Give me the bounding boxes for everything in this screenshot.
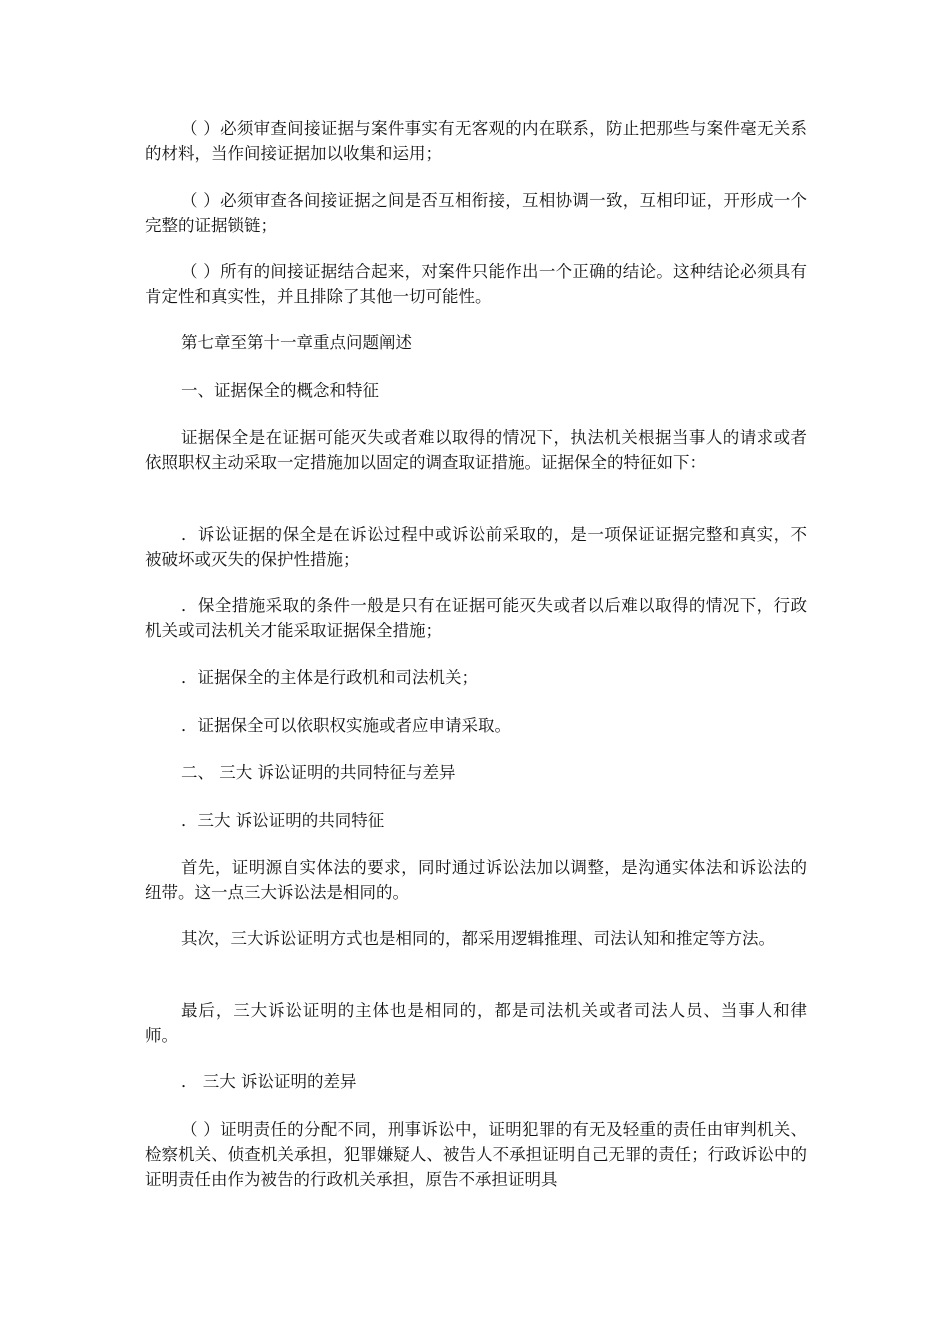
paragraph-last: 最后，三大诉讼证明的主体也是相同的，都是司法机关或者司法人员、当事人和律师。	[145, 1001, 807, 1045]
paragraph-3: （ ）所有的间接证据结合起来，对案件只能作出一个正确的结论。这种结论必须具有肯定性和真实性，并且排除了其他一切可能性。	[145, 262, 807, 306]
chapter-heading: 第七章至第十一章重点问题阐述	[181, 333, 412, 352]
list-item-2: ．保全措施采取的条件一般是只有在证据可能灭失或者以后难以取得的情况下，行政机关或司法机关才能采取证据保全措施；	[145, 596, 807, 640]
list-item-4: ．证据保全可以依职权实施或者应申请采取。	[181, 716, 511, 735]
paragraph-2: （ ）必须审查各间接证据之间是否互相衔接，互相协调一致，互相印证，开形成一个完整的证据锁链；	[145, 191, 807, 235]
paragraph-1: （ ）必须审查间接证据与案件事实有无客观的内在联系，防止把那些与案件毫无关系的材料，当作间接证据加以收集和运用；	[145, 119, 807, 163]
paragraph-first: 首先，证明源自实体法的要求，同时通过诉讼法加以调整，是沟通实体法和诉讼法的纽带。这一点三大诉讼法是相同的。	[145, 858, 807, 902]
list-item-1: ．诉讼证据的保全是在诉讼过程中或诉讼前采取的，是一项保证证据完整和真实，不被破坏或灭失的保护性措施；	[145, 525, 807, 569]
paragraph-definition: 证据保全是在证据可能灭失或者难以取得的情况下，执法机关根据当事人的请求或者依照职权主动采取一定措施加以固定的调查取证措施。证据保全的特征如下：	[145, 428, 807, 472]
section-heading-2: 二、 三大 诉讼证明的共同特征与差异	[181, 763, 456, 782]
paragraph-second: 其次，三大诉讼证明方式也是相同的，都采用逻辑推理、司法认知和推定等方法。	[181, 929, 775, 948]
section-heading-1: 一、证据保全的概念和特征	[181, 381, 379, 400]
subsection-heading-1: ．三大 诉讼证明的共同特征	[181, 811, 385, 830]
subsection-heading-2: ． 三大 诉讼证明的差异	[181, 1072, 357, 1091]
paragraph-burden: （ ）证明责任的分配不同，刑事诉讼中，证明犯罪的有无及轻重的责任由审判机关、检察机关、侦查机关承担，犯罪嫌疑人、被告人不承担证明自己无罪的责任；行政诉讼中的证明责任由作为被告的行政机关承担，原告不承担证明具	[145, 1120, 807, 1189]
list-item-3: ．证据保全的主体是行政机和司法机关；	[181, 668, 478, 687]
